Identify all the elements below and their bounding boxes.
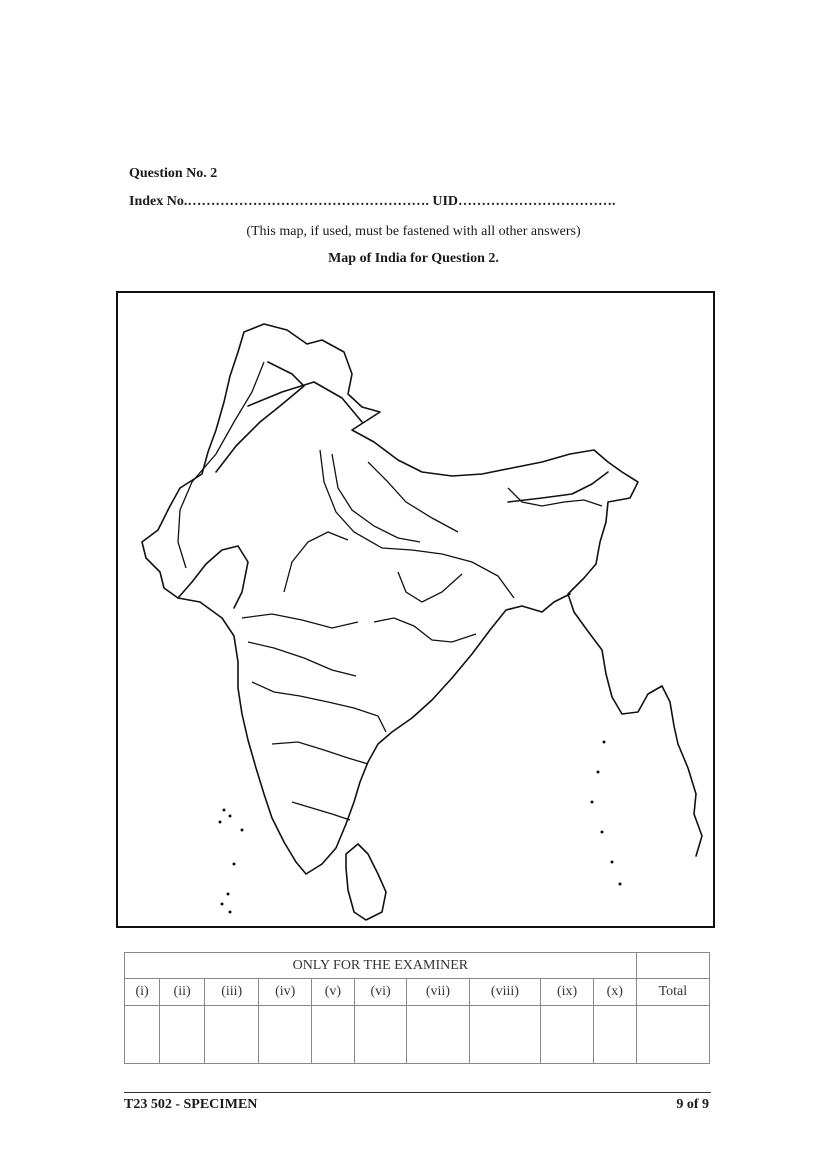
total-cell[interactable] [636,1006,709,1064]
river-krishna [272,742,368,764]
internal-boundary-1 [248,382,362,422]
column-label: (iv) [259,979,312,1006]
mark-cell[interactable] [541,1006,594,1064]
examiner-title: ONLY FOR THE EXAMINER [125,953,637,979]
river-ganga [320,450,514,598]
river-tapi [248,642,356,676]
index-uid-line: Index No.……………………………………………. UID……………………………. [129,194,616,209]
gujarat-coast [178,546,248,608]
page-number: 9 of 9 [676,1097,709,1112]
sri-lanka-outline [346,844,386,920]
river-son [398,572,462,602]
river-narmada [242,614,358,628]
total-label: Total [636,979,709,1006]
column-label: (ii) [160,979,205,1006]
column-label: (ix) [541,979,594,1006]
island-dots [219,741,622,914]
mark-cell[interactable] [160,1006,205,1064]
column-label: (viii) [469,979,541,1006]
mark-cell[interactable] [593,1006,636,1064]
examiner-table [124,952,710,1064]
mark-cell[interactable] [407,1006,469,1064]
northeast-boundary [508,472,608,502]
mark-cell[interactable] [125,1006,160,1064]
fasten-note: (This map, if used, must be fastened with all other answers) [246,224,581,239]
column-label: (v) [311,979,354,1006]
india-outline-map [118,293,713,926]
mark-cell[interactable] [354,1006,407,1064]
mark-cell[interactable] [259,1006,312,1064]
question-number: Question No. 2 [129,166,218,181]
mark-cell[interactable] [205,1006,259,1064]
column-label: (vii) [407,979,469,1006]
mark-cell[interactable] [469,1006,541,1064]
paper-code: T23 502 - SPECIMEN [124,1097,258,1112]
map-title: Map of India for Question 2. [328,251,499,266]
river-yamuna [332,454,420,542]
river-ghaghara [368,462,458,532]
column-label: (i) [125,979,160,1006]
column-label: (iii) [205,979,259,1006]
column-label: (x) [593,979,636,1006]
map-frame [116,291,715,928]
river-godavari [252,682,386,732]
mainland-coastline [142,324,702,874]
mark-cell[interactable] [311,1006,354,1064]
total-header-spacer [636,953,709,979]
footer-rule [124,1092,711,1093]
column-label: (vi) [354,979,407,1006]
river-mahanadi [374,618,476,642]
river-kaveri [292,802,350,820]
river-chambal [284,532,348,592]
